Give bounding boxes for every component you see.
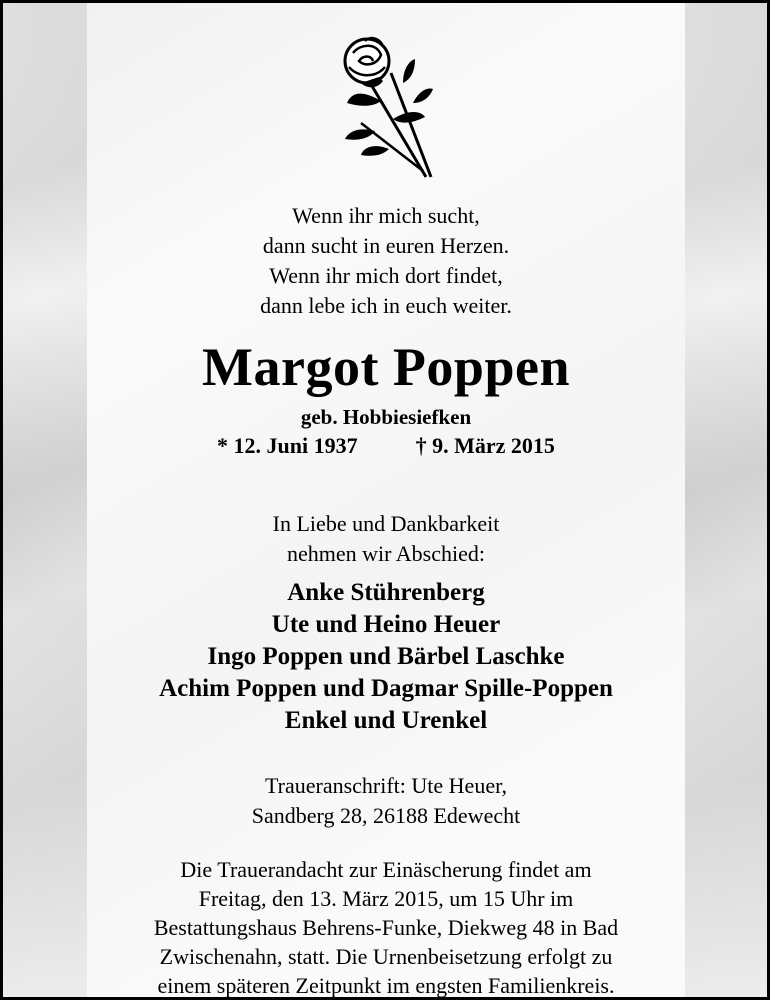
service-line: Die Trauerandacht zur Einäscherung findet am [180,857,592,882]
death-date: † 9. März 2015 [415,433,555,458]
mourners-list [87,577,685,737]
maiden-name: geb. Hobbiesiefken [300,405,472,429]
rose-icon [331,31,441,181]
poem [87,201,685,321]
service-line: einem späteren Zeitpunkt im engsten Familienkreis. [157,973,615,998]
service-line: Zwischenahn, statt. Die Urnenbeisetzung erfolgt zu [159,944,613,969]
life-dates [87,431,685,461]
birth-date: * 12. Juni 1937 [217,433,358,458]
address-line: Sandberg 28, 26188 Edewecht [251,803,521,828]
deceased-name: Margot Poppen [202,337,570,397]
mourner-name: Anke Stührenberg [287,579,485,606]
poem-line: dann lebe ich in euch weiter. [260,293,512,318]
intro-line: nehmen wir Abschied: [287,541,485,566]
intro-line: In Liebe und Dankbarkeit [272,511,500,536]
mourner-name: Achim Poppen und Dagmar Spille-Poppen [159,675,613,702]
mourner-name: Ingo Poppen und Bärbel Laschke [207,643,565,670]
service-line: Freitag, den 13. März 2015, um 15 Uhr im [198,886,574,911]
mourner-name: Ute und Heino Heuer [271,611,501,638]
service-notice [87,855,685,1000]
marble-border-right [685,3,767,997]
marble-border-left [3,3,87,997]
poem-line: Wenn ihr mich dort findet, [269,263,503,288]
farewell-intro [87,509,685,569]
address-line: Traueranschrift: Ute Heuer, [264,773,508,798]
obituary-content [87,3,685,1000]
poem-line: Wenn ihr mich sucht, [292,203,480,228]
service-line: Bestattungshaus Behrens-Funke, Diekweg 48 in Bad [153,915,619,940]
poem-line: dann sucht in euren Herzen. [262,233,510,258]
mourner-name: Enkel und Urenkel [284,707,488,734]
mourning-address [87,771,685,831]
